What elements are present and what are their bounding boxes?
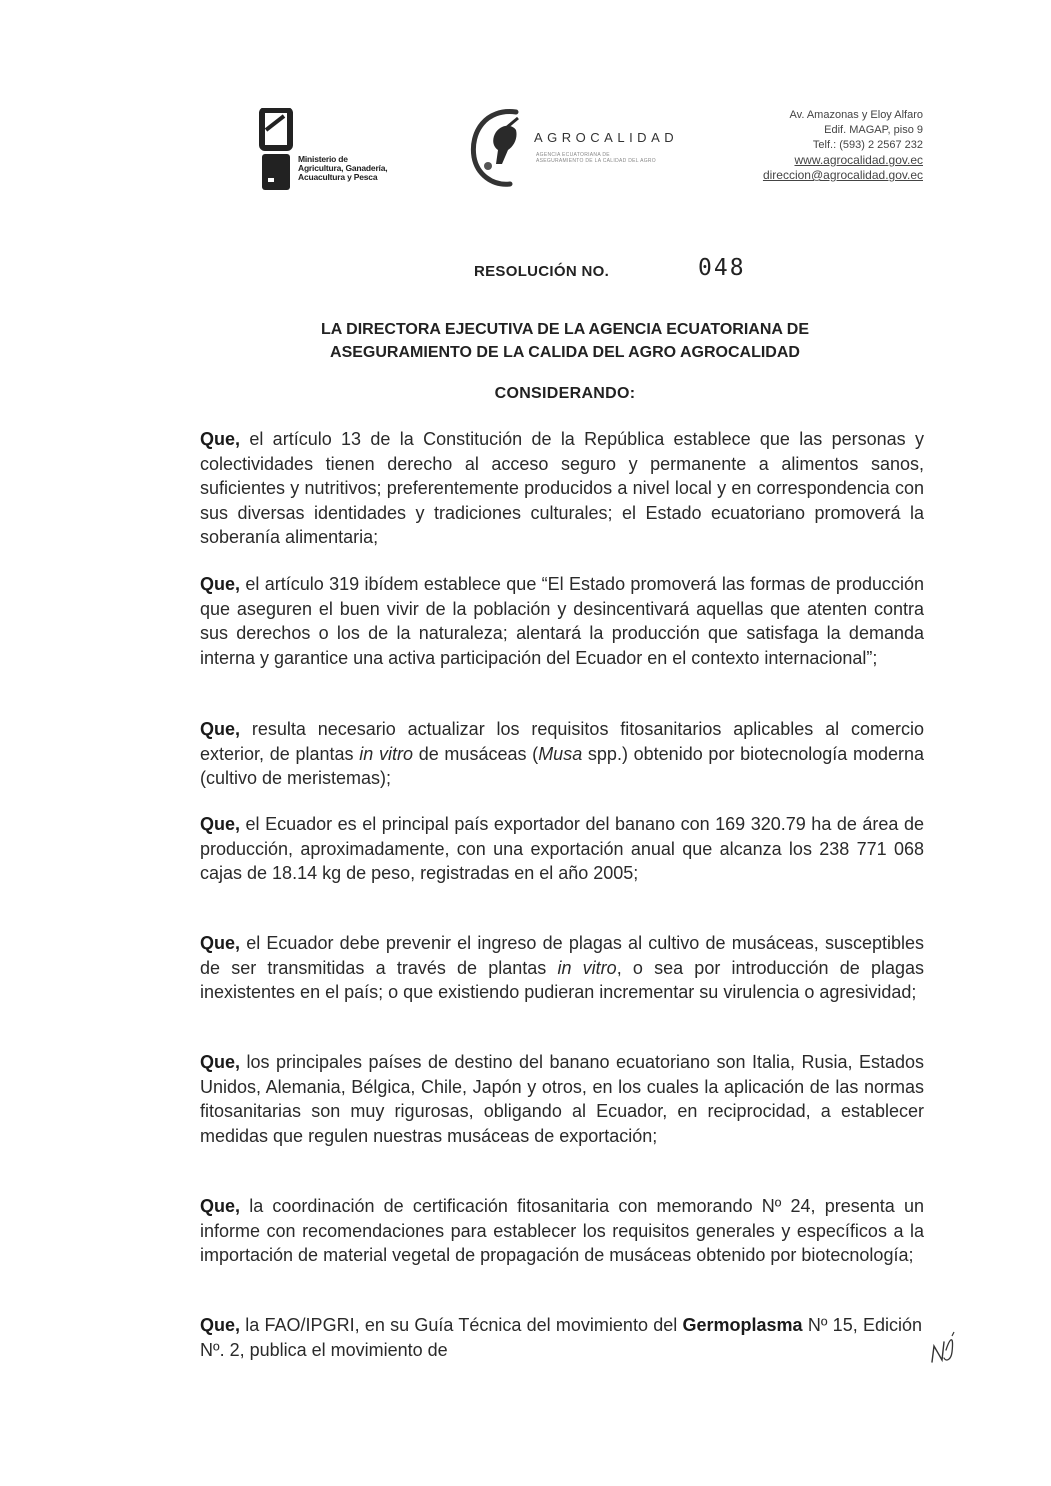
paragraph-italic: in vitro [557,957,617,978]
paragraph-text: los principales países de destino del banano ecuatoriano son Italia, Rusia, Estados Unidos, Alemania, Bélgica, Chile, Japón y otros, en los cuales la aplicación de las normas fitosanitarias son muy rigurosas, obligando al Ecuador, en reciprocidad, a establecer medidas que regulen nuestras musáceas de exportación; [200,1052,924,1146]
paragraph-text: la FAO/IPGRI, en su Guía Técnica del movimiento del [240,1315,683,1335]
paragraph-text: resulta necesario actualizar los requisitos fitosanitarios aplicables al comercio exterior, de plantas [200,719,924,764]
ministry-line-2: Agricultura, Ganadería, [298,163,388,173]
resolution-label: RESOLUCIÓN NO. [474,263,610,280]
heading-line-2: ASEGURAMIENTO DE LA CALIDA DEL AGRO AGROCALIDAD [330,344,800,361]
paragraph-text: el artículo 319 ibídem establece que “El Estado promoverá las formas de producción que aseguren el buen vivir de la población y desincentivará aquellas que atenten contra sus derechos o los de la naturaleza; alentará la producción que satisfaga la demanda interna y garantice una activa participación del Ecuador en el contexto internacional”; [200,574,924,668]
agrocalidad-emblem-icon [466,102,532,192]
address-line-1: Av. Amazonas y Eloy Alfaro [789,109,923,121]
ministry-line-3: Acuacultura y Pesca [298,172,378,182]
paragraph-2 [200,572,924,670]
agency-sub-line-2: ASEGURAMIENTO DE LA CALIDAD DEL AGRO [536,158,656,164]
ministry-line-1: Ministerio de [298,154,348,164]
paragraph-text: el Ecuador debe prevenir el ingreso de plagas al cultivo de musáceas, susceptibles de ser transmitidas a través de plantas [200,933,924,978]
paragraph-lead: Que, [200,814,241,834]
paragraph-text: la coordinación de certificación fitosanitaria con memorando Nº 24, presenta un informe con recomendaciones para establecer los requisitos generales y específicos a la importación de material vegetal de propagación de musáceas obtenido por biotecnología; [200,1196,924,1265]
paragraph-text: , o sea por introducción de plagas inexistentes en el país; o que existiendo pudieran incrementar su virulencia o agresividad; [200,957,925,1002]
email-link[interactable]: direccion@agrocalidad.gov.ec [762,168,923,182]
document-heading [200,318,930,364]
paragraph-3 [200,717,924,791]
paragraph-text: Nº 15, Edición Nº. 2, publica el movimiento de [200,1315,922,1360]
paragraph-text: el artículo 13 de la Constitución de la República establece que las personas y colectividades tienen derecho al acceso seguro y permanente a alimentos sanos, suficientes y nutritivos; preferentemente producidos a nivel local y en correspondencia con sus diversas identidades y tradiciones culturales; el Estado ecuatoriano promoverá la soberanía alimentaria; [200,429,924,547]
paragraph-4 [200,812,924,886]
address-line-2: Edif. MAGAP, piso 9 [824,124,923,136]
paragraph-7 [200,1194,924,1268]
resolution-number: 048 [698,255,746,281]
paragraph-lead: Que, [200,719,241,739]
ministry-logo [258,108,438,198]
agency-sub-line-1: AGENCIA ECUATORIANA DE [536,152,610,158]
paragraph-bold: Germoplasma [682,1315,803,1335]
agency-name: AGROCALIDAD [534,130,679,145]
address-line-3: Telf.: (593) 2 2567 232 [812,139,923,151]
handwritten-initials [928,1328,968,1368]
paragraph-lead: Que, [200,429,241,449]
heading-line-1: LA DIRECTORA EJECUTIVA DE LA AGENCIA ECUATORIANA DE [320,321,810,338]
considerando-heading: CONSIDERANDO: [494,385,636,402]
paragraph-lead: Que, [200,574,241,594]
paragraph-5 [200,931,924,1005]
paragraph-text: de musáceas ( [412,743,539,764]
ministry-emblem-icon [258,108,298,198]
paragraph-lead: Que, [200,1315,241,1335]
paragraph-italic: in vitro [359,743,413,764]
address-block [763,108,923,183]
paragraph-1 [200,427,924,550]
paragraph-lead: Que, [200,933,241,953]
paragraph-text: spp.) obtenido por biotecnología moderna (cultivo de meristemas); [200,743,925,788]
paragraph-lead: Que, [200,1196,241,1216]
agrocalidad-logo [466,102,696,192]
paragraph-6 [200,1050,924,1148]
paragraph-italic: Musa [538,743,583,764]
paragraph-8 [200,1313,922,1362]
paragraph-text: el Ecuador es el principal país exportador del banano con 169 320.79 ha de área de producción, aproximadamente, con una exportación anual que alcanza los 238 771 068 cajas de 18.14 kg de peso, registradas en el año 2005; [200,814,924,883]
website-link[interactable]: www.agrocalidad.gov.ec [794,153,923,167]
paragraph-lead: Que, [200,1052,241,1072]
